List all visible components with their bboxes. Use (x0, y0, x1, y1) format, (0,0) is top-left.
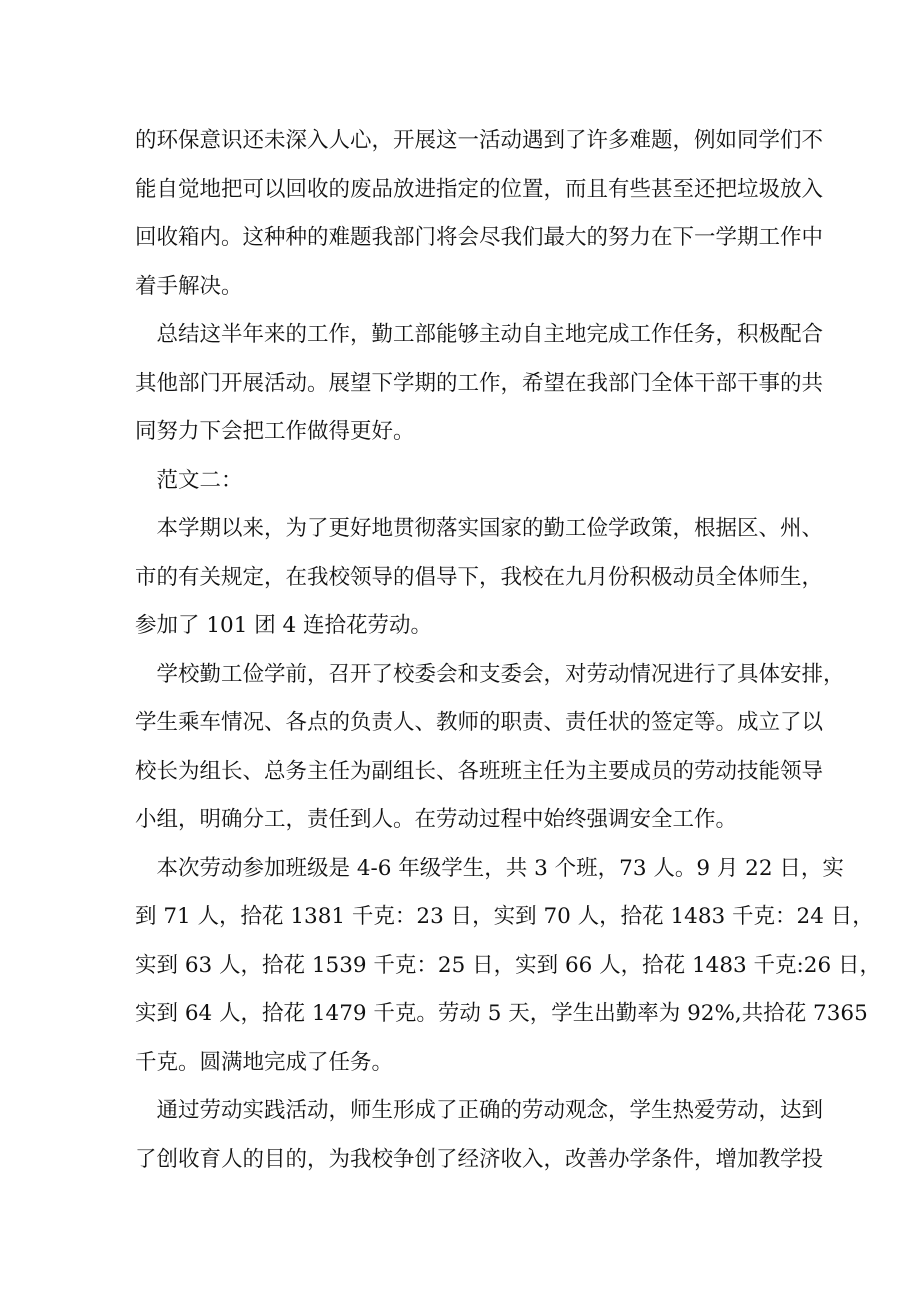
text-line: 着手解决。 (135, 273, 243, 299)
text-line: 千克。圆满地完成了任务。 (135, 1049, 394, 1075)
text-line: 回收箱内。这种种的难题我部门将会尽我们最大的努力在下一学期工作中 (135, 225, 824, 250)
text-line: 参加了 101 团 4 连拾花劳动。 (135, 613, 433, 638)
paragraph-preparation (135, 651, 845, 845)
text-line: 本次劳动参加班级是 4-6 年级学生，共 3 个班，73 人。9 月 22 日，实 (135, 855, 844, 881)
paragraph-summary (135, 311, 824, 457)
text-line: 总结这半年来的工作，勤工部能够主动自主地完成工作任务，积极配合 (135, 322, 824, 347)
text-line: 实到 64 人，拾花 1479 千克。劳动 5 天，学生出勤率为 92%,共拾花 7365 (135, 1001, 868, 1026)
paragraph-attendance-stats (135, 845, 881, 1088)
section-heading-sample-two (135, 457, 800, 506)
text-line: 了创收育人的目的，为我校争创了经济收入，改善办学条件，增加教学投 (135, 1146, 824, 1172)
paragraph-semester-intro (135, 505, 824, 651)
text-line: 学生乘车情况、各点的负责人、教师的职责、责任状的签定等。成立了以 (135, 710, 824, 735)
paragraph-environmental-awareness (135, 117, 824, 311)
text-line: 同努力下会把工作做得更好。 (135, 419, 415, 444)
text-line: 到 71 人，拾花 1381 千克：23 日，实到 70 人，拾花 1483 千克：24 日， (135, 904, 874, 929)
text-line: 的环保意识还未深入人心，开展这一活动遇到了许多难题，例如同学们不 (135, 128, 824, 153)
text-line: 能自觉地把可以回收的废品放进指定的位置，而且有些甚至还把垃圾放入 (135, 176, 824, 202)
text-line: 市的有关规定，在我校领导的倡导下，我校在九月份积极动员全体师生， (135, 564, 824, 590)
text-line: 其他部门开展活动。展望下学期的工作，希望在我部门全体干部干事的共 (135, 370, 824, 396)
text-line: 实到 63 人，拾花 1539 千克：25 日，实到 66 人，拾花 1483 千克:26 日， (135, 952, 881, 978)
text-line: 通过劳动实践活动，师生形成了正确的劳动观念，学生热爱劳动，达到 (135, 1098, 824, 1123)
text-line: 本学期以来，为了更好地贯彻落实国家的勤工俭学政策，根据区、州、 (135, 516, 824, 541)
text-line: 学校勤工俭学前，召开了校委会和支委会，对劳动情况进行了具体安排， (135, 661, 845, 687)
text-line: 校长为组长、总务主任为副组长、各班班主任为主要成员的劳动技能领导 (135, 758, 824, 784)
text-line: 小组，明确分工，责任到人。在劳动过程中始终强调安全工作。 (135, 807, 738, 832)
paragraph-outcomes (135, 1087, 824, 1184)
document-body (135, 117, 881, 1184)
text-line: 范文二： (135, 467, 243, 493)
